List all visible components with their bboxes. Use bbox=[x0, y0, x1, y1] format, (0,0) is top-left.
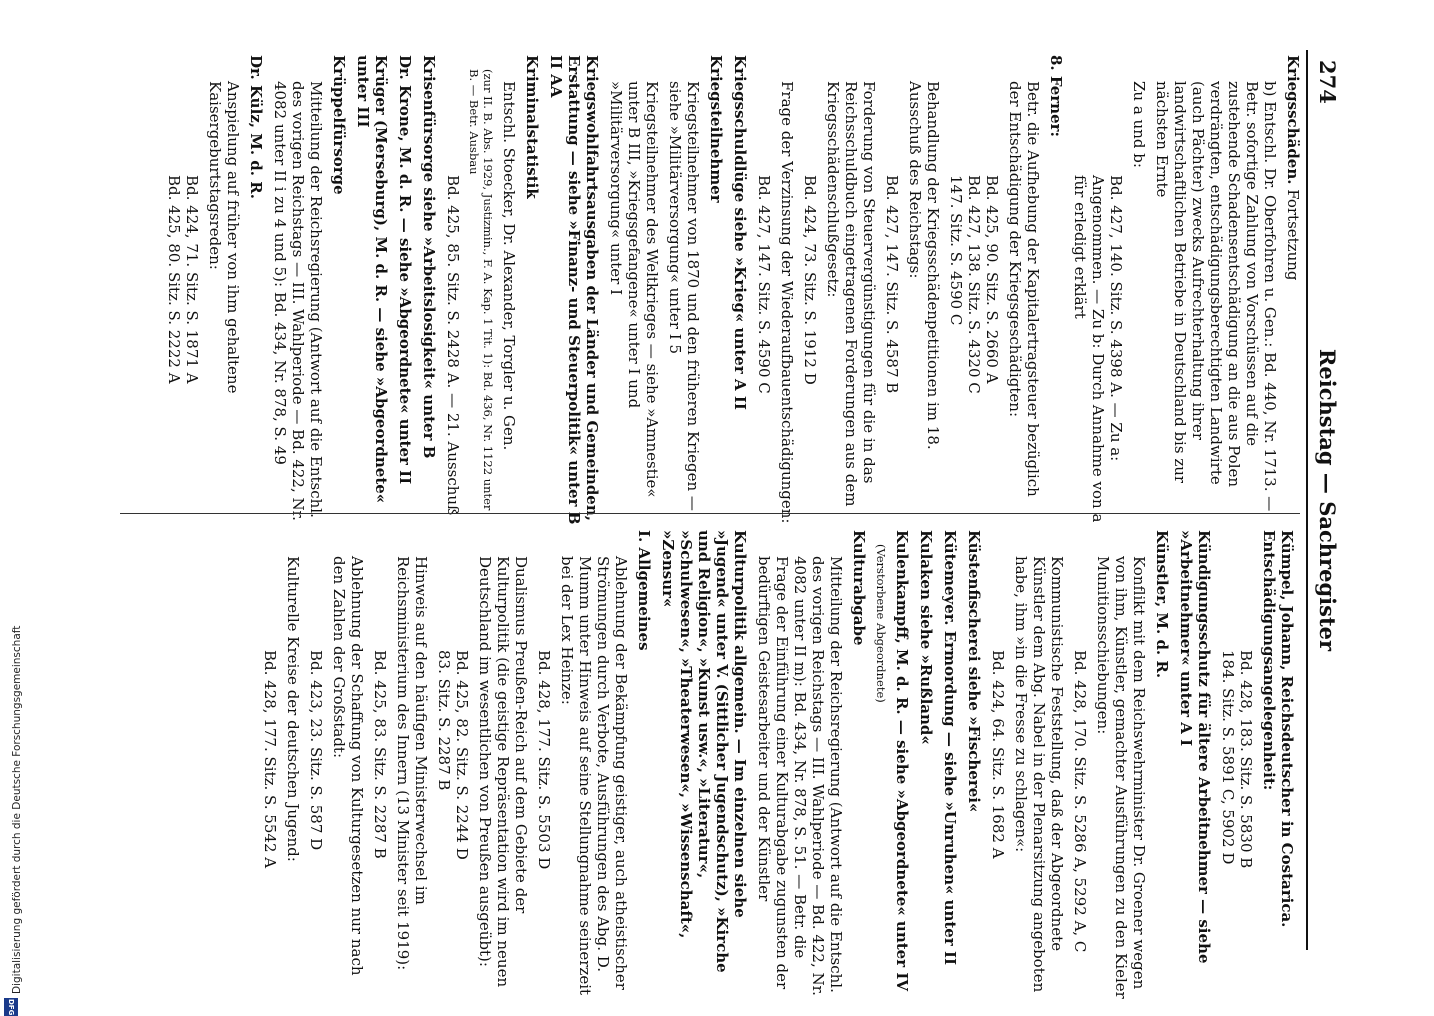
page-header bbox=[1314, 60, 1340, 940]
digitization-note bbox=[4, 602, 23, 1016]
index-entry bbox=[1260, 530, 1296, 1000]
entry-text: I. Allgemeines bbox=[635, 530, 653, 651]
entry-headword: Krüger bbox=[372, 55, 390, 115]
entry-text: Ablehnung der Schaffung von Kulturgesetzen nur nach den Zahlen der Großstadt: bbox=[330, 556, 366, 981]
index-entry bbox=[420, 55, 438, 525]
entry-headword: Kriegsschuldlüge bbox=[731, 55, 749, 203]
entry-text: Bd. 425, 90. Sitz. S. 2660 A Bd. 427, 138. Sitz. S. 4320 C 147. Sitz. S. 4590 C bbox=[947, 175, 1001, 394]
index-entry bbox=[435, 530, 471, 1000]
index-entry bbox=[1071, 55, 1125, 528]
index-entry bbox=[778, 55, 796, 525]
entry-text: Zu a und b: bbox=[1130, 81, 1148, 168]
entry-headword: Dr. Külz, M. d. R. bbox=[247, 55, 265, 199]
dfg-logo: DFG bbox=[4, 998, 18, 1016]
entry-headword: Krisenfürsorge bbox=[420, 55, 438, 183]
entry-text: Entschl. Stoecker, Dr. Alexander, Torgler u. Gen. bbox=[500, 81, 518, 451]
entry-text: 8. Ferner: bbox=[1047, 55, 1065, 138]
entry-text: (Merseburg), M. d. R. — siehe »Abgeordnete« unter III bbox=[354, 55, 390, 509]
entry-text: Hinweis auf den häufigen Ministerwechsel im Reichsministerium des Innern (13 Minister seit 1919): bbox=[394, 556, 430, 971]
index-entry bbox=[1177, 530, 1213, 1000]
index-entry bbox=[523, 55, 541, 525]
index-entry bbox=[989, 530, 1007, 1000]
entry-text: Kommunistische Feststellung, daß der Abgeordnete Künstler dem Abg. Nabel in der Plenarsitzung angeboten habe, ihm »in die Fresse zu schlagen«: bbox=[1012, 556, 1066, 998]
entry-headword: Künstler, M. d. R. bbox=[1153, 530, 1171, 679]
entry-headword: Kütemeyer. bbox=[941, 530, 959, 626]
entry-text: Ablehnung der Bekämpfung geistiger, auch atheistischer Strömungen durch Verbote, Ausführungen des Abg. D. Mumm unter Hinweis auf seine Stellungnahme seinerzeit bei der Lex Heinze: bbox=[558, 556, 630, 1000]
entry-text: Forderung von Steuervergünstigungen für die in das Reichsschuldbuch eingetragenen Forderungen aus dem Kriegsschädenschlußgesetz: bbox=[824, 81, 878, 512]
index-entry bbox=[1153, 55, 1279, 525]
entry-text: Bd. 428, 170. Sitz. S. 5286 A, 5292 A, C bbox=[1071, 650, 1089, 953]
entry-text: siehe »Rußland« bbox=[917, 599, 935, 745]
entry-text: Ermordung — siehe »Unruhen« unter II bbox=[941, 625, 959, 966]
index-entry bbox=[1094, 530, 1148, 1004]
entry-headword: Küstenfischerei bbox=[965, 530, 983, 662]
index-entry bbox=[330, 55, 348, 525]
entry-text: Mitteilung der Reichsregierung (Antwort auf die Entschl. des vorigen Reichstags — III. Wahlperiode — Bd. 422, Nr. 4082 unter II m): Bd. 434, Nr. 878, S. 51. — Betr. die Frage der Einführung einer Kulturabgabe zugunsten der bedürftigen Geistesarbeiter und der Künstler bbox=[755, 556, 845, 1001]
index-entry bbox=[824, 55, 878, 525]
entry-text: Frage der Verzinsung der Wiederaufbauentschädigungen: bbox=[778, 81, 796, 524]
entry-text: Fortsetzung bbox=[1284, 184, 1302, 281]
entry-text: Kriegsteilnehmer des Weltkrieges — siehe »Amnestie« unter B III, »Kriegsgefangene« unter I und »Militärversorgung« unter I bbox=[607, 81, 661, 503]
entry-headword: Kulaken bbox=[917, 530, 935, 600]
index-entry bbox=[1219, 530, 1255, 1000]
index-entry bbox=[883, 55, 901, 525]
index-entry bbox=[547, 55, 601, 530]
index-entry bbox=[659, 530, 749, 1000]
index-entry bbox=[801, 55, 819, 525]
index-entry bbox=[850, 530, 868, 1000]
entry-text: Mitteilung der Reichsregierung (Antwort auf die Entschl. des vorigen Reichstags — III. Wahlperiode — Bd. 422, Nr. 4082 unter II i zu 4 und 5): Bd. 434, Nr. 878, S. 49 bbox=[271, 81, 325, 526]
index-entry bbox=[707, 55, 725, 525]
index-entry bbox=[206, 55, 242, 525]
entry-headword: Kulenkampff, M. d. R. bbox=[893, 530, 911, 715]
entry-text: Bd. 427, 147. Sitz. S. 4590 C bbox=[755, 175, 773, 394]
digitization-text: Digitalisierung gefördert durch die Deutsche Forschungsgemeinschaft bbox=[11, 625, 23, 994]
index-entry bbox=[1047, 55, 1065, 525]
index-entry bbox=[467, 55, 495, 525]
index-entry bbox=[354, 55, 390, 525]
entry-text: Entschädigungsangelegenheit: bbox=[1260, 530, 1296, 933]
index-entry bbox=[261, 530, 279, 1000]
index-entry bbox=[271, 55, 325, 525]
column-divider bbox=[120, 513, 1300, 514]
index-entry bbox=[947, 55, 1001, 525]
entry-headword: Dr. Krone, M. d. R. bbox=[396, 55, 414, 213]
index-entry bbox=[284, 530, 302, 1000]
index-entry bbox=[307, 530, 325, 1000]
entry-text: Bd. 423, 23. Sitz. S. 587 D bbox=[307, 650, 325, 851]
index-entry bbox=[165, 55, 201, 525]
index-entry bbox=[607, 55, 661, 525]
entry-headword: Kulturpolitik allgemein. bbox=[731, 530, 749, 734]
entry-text: siehe »Fischerei« bbox=[965, 661, 983, 813]
entry-headword: Kriegsschäden. bbox=[1284, 55, 1302, 185]
header-rule bbox=[1306, 50, 1308, 950]
entry-headword: Kulturabgabe bbox=[850, 530, 868, 646]
entry-text: Bd. 428, 177. Sitz. S. 5503 D bbox=[535, 650, 553, 870]
page-title: Reichstag — Sachregister bbox=[1315, 348, 1340, 652]
index-entry bbox=[1071, 530, 1089, 1000]
entry-text: siehe »Arbeitslosigkeit« unter B bbox=[420, 182, 438, 459]
entry-text: Bd. 427, 147. Sitz. S. 4587 B bbox=[883, 175, 901, 394]
entry-text: Betr. die Aufhebung der Kapitalertragsteuer bezüglich der Entschädigung der Kriegsgeschädigten: bbox=[1006, 81, 1042, 502]
entry-text: Bd. 425, 85. Sitz. S. 2428 A. — 21. Ausschuß bbox=[444, 175, 462, 516]
entry-text: Anspielung auf früher von ihm gehaltene Kaisergeburtstagsreden: bbox=[206, 81, 242, 399]
index-entry bbox=[1012, 530, 1066, 1000]
entry-text: siehe »Krieg« unter A II bbox=[731, 202, 749, 410]
index-entry bbox=[874, 530, 888, 1000]
left-column bbox=[160, 55, 1302, 530]
entry-text: Behandlung der Kriegsschädenpetitionen im 18. Ausschuß des Reichstags: bbox=[906, 81, 942, 455]
index-entry bbox=[755, 55, 773, 525]
index-entry bbox=[1284, 55, 1302, 525]
index-entry bbox=[755, 530, 845, 1000]
right-column bbox=[256, 530, 1302, 1004]
entry-text: Bd. 424, 64. Sitz. S. 1682 A bbox=[989, 650, 1007, 859]
entry-text: (zur II. B. Abs. 1929, Justizmin., F. A. Kap. 1 Tit. 1): Bd. 436, Nr. 1122 unter B. — Betr. Ausbau bbox=[467, 69, 495, 515]
entry-text: b) Entschl. Dr. Oberfohren u. Gen.: Bd. 440, Nr. 1713. — Betr. sofortige Zahlung von Vorschüssen auf die zustehende Schadensentschädigung an die aus Polen verdrängten, entschädigungsberechtigten Landwirte (auch Pächter) zwecks Aufrechterhaltung ihrer landwirtschaftlichen Betriebe in Deutschland bis zur nächsten Ernte bbox=[1153, 81, 1279, 517]
entry-text: Dualismus Preußen-Reich auf dem Gebiete der Kulturpolitik (die geistige Repräsentation wird im neuen Deutschland im wesentlichen von Preußen ausgeübt): bbox=[476, 556, 530, 992]
index-entry bbox=[558, 530, 630, 1000]
index-entry bbox=[500, 55, 518, 525]
index-entry bbox=[1130, 55, 1148, 525]
entry-text: Bd. 425, 83. Sitz. S. 2287 B bbox=[371, 650, 389, 859]
index-entry bbox=[635, 530, 653, 1000]
entry-text: Bd. 425, 82. Sitz. S. 2244 D 83. Sitz. S. 2287 B bbox=[435, 650, 471, 860]
page-number: 274 bbox=[1315, 60, 1340, 104]
entry-text: Bd. 424, 71. Sitz. S. 1871 A Bd. 425, 80. Sitz. S. 2222 A bbox=[165, 175, 201, 384]
index-entry bbox=[535, 530, 553, 1000]
entry-text: Konflikt mit dem Reichswehrminister Dr. Groener wegen von ihm, Künstler, gemachter Ausführungen zu den Kieler Munitionsschiebungen: bbox=[1094, 556, 1148, 1004]
entry-headword: Kümpel, Johann, Reichsdeutscher in Costarica. bbox=[1278, 530, 1296, 928]
index-entry bbox=[731, 55, 749, 525]
index-entry bbox=[893, 530, 911, 1000]
entry-headword: Kriminalstatistik bbox=[523, 55, 541, 199]
entry-text: Bd. 428, 183. Sitz. S. 5830 B 184. Sitz. S. 5891 C, 5902 D bbox=[1219, 650, 1255, 869]
entry-headword: Kriegsteilnehmer bbox=[707, 55, 725, 203]
entry-text: der Länder und Gemeinden, Erstattung — siehe »Finanz- und Steuerpolitik« unter B II AA bbox=[547, 55, 601, 530]
index-entry bbox=[394, 530, 430, 1000]
entry-text: für ältere Arbeitnehmer — siehe »Arbeitnehmer« unter A I bbox=[1177, 530, 1213, 969]
entry-text: — Im einzelnen siehe »Jugend« unter V. (Sittlicher Jugendschutz), »Kirche und Religion«, »Kunst usw.«, »Literatur«, »Schulwesen«, »Theaterwesen«, »Wissenschaft«, »Zensur« bbox=[659, 530, 749, 978]
index-entry bbox=[917, 530, 935, 1000]
rotated-page bbox=[86, 0, 1348, 1004]
index-entry bbox=[247, 55, 265, 525]
entry-text: Kriegsteilnehmer von 1870 und den früheren Kriegen — siehe »Militärversorgung« unter I 5 bbox=[666, 81, 702, 516]
entry-headword: Krüppelfürsorge bbox=[330, 55, 348, 195]
index-entry bbox=[476, 530, 530, 1000]
entry-text: Bd. 427, 140. Sitz. S. 4398 A. — Zu a: Angenommen. — Zu b: Durch Annahme von a für erledigt erklärt bbox=[1071, 175, 1125, 528]
entry-headword: Kündigungsschutz bbox=[1195, 530, 1213, 687]
index-entry bbox=[965, 530, 983, 1000]
entry-text: Bd. 428, 177. Sitz. S. 5542 A bbox=[261, 650, 279, 869]
index-entry bbox=[330, 530, 366, 1000]
index-entry bbox=[444, 55, 462, 525]
entry-text: — siehe »Abgeordnete« unter II bbox=[396, 212, 414, 485]
index-entry bbox=[371, 530, 389, 1000]
entry-text: — siehe »Abgeordnete« unter IV bbox=[893, 714, 911, 991]
index-entry bbox=[906, 55, 942, 525]
index-entry bbox=[1153, 530, 1171, 1000]
index-entry bbox=[1006, 55, 1042, 525]
index-entry bbox=[941, 530, 959, 1000]
entry-text: (Verstorbene Abgeordnete) bbox=[874, 544, 888, 703]
index-entry bbox=[396, 55, 414, 525]
index-entry bbox=[666, 55, 702, 525]
entry-text: Bd. 424, 73. Sitz. S. 1912 D bbox=[801, 175, 819, 385]
entry-text: Kulturelle Kreise der deutschen Jugend: bbox=[284, 556, 302, 862]
entry-headword: Kriegswohlfahrtsausgaben bbox=[583, 55, 601, 281]
